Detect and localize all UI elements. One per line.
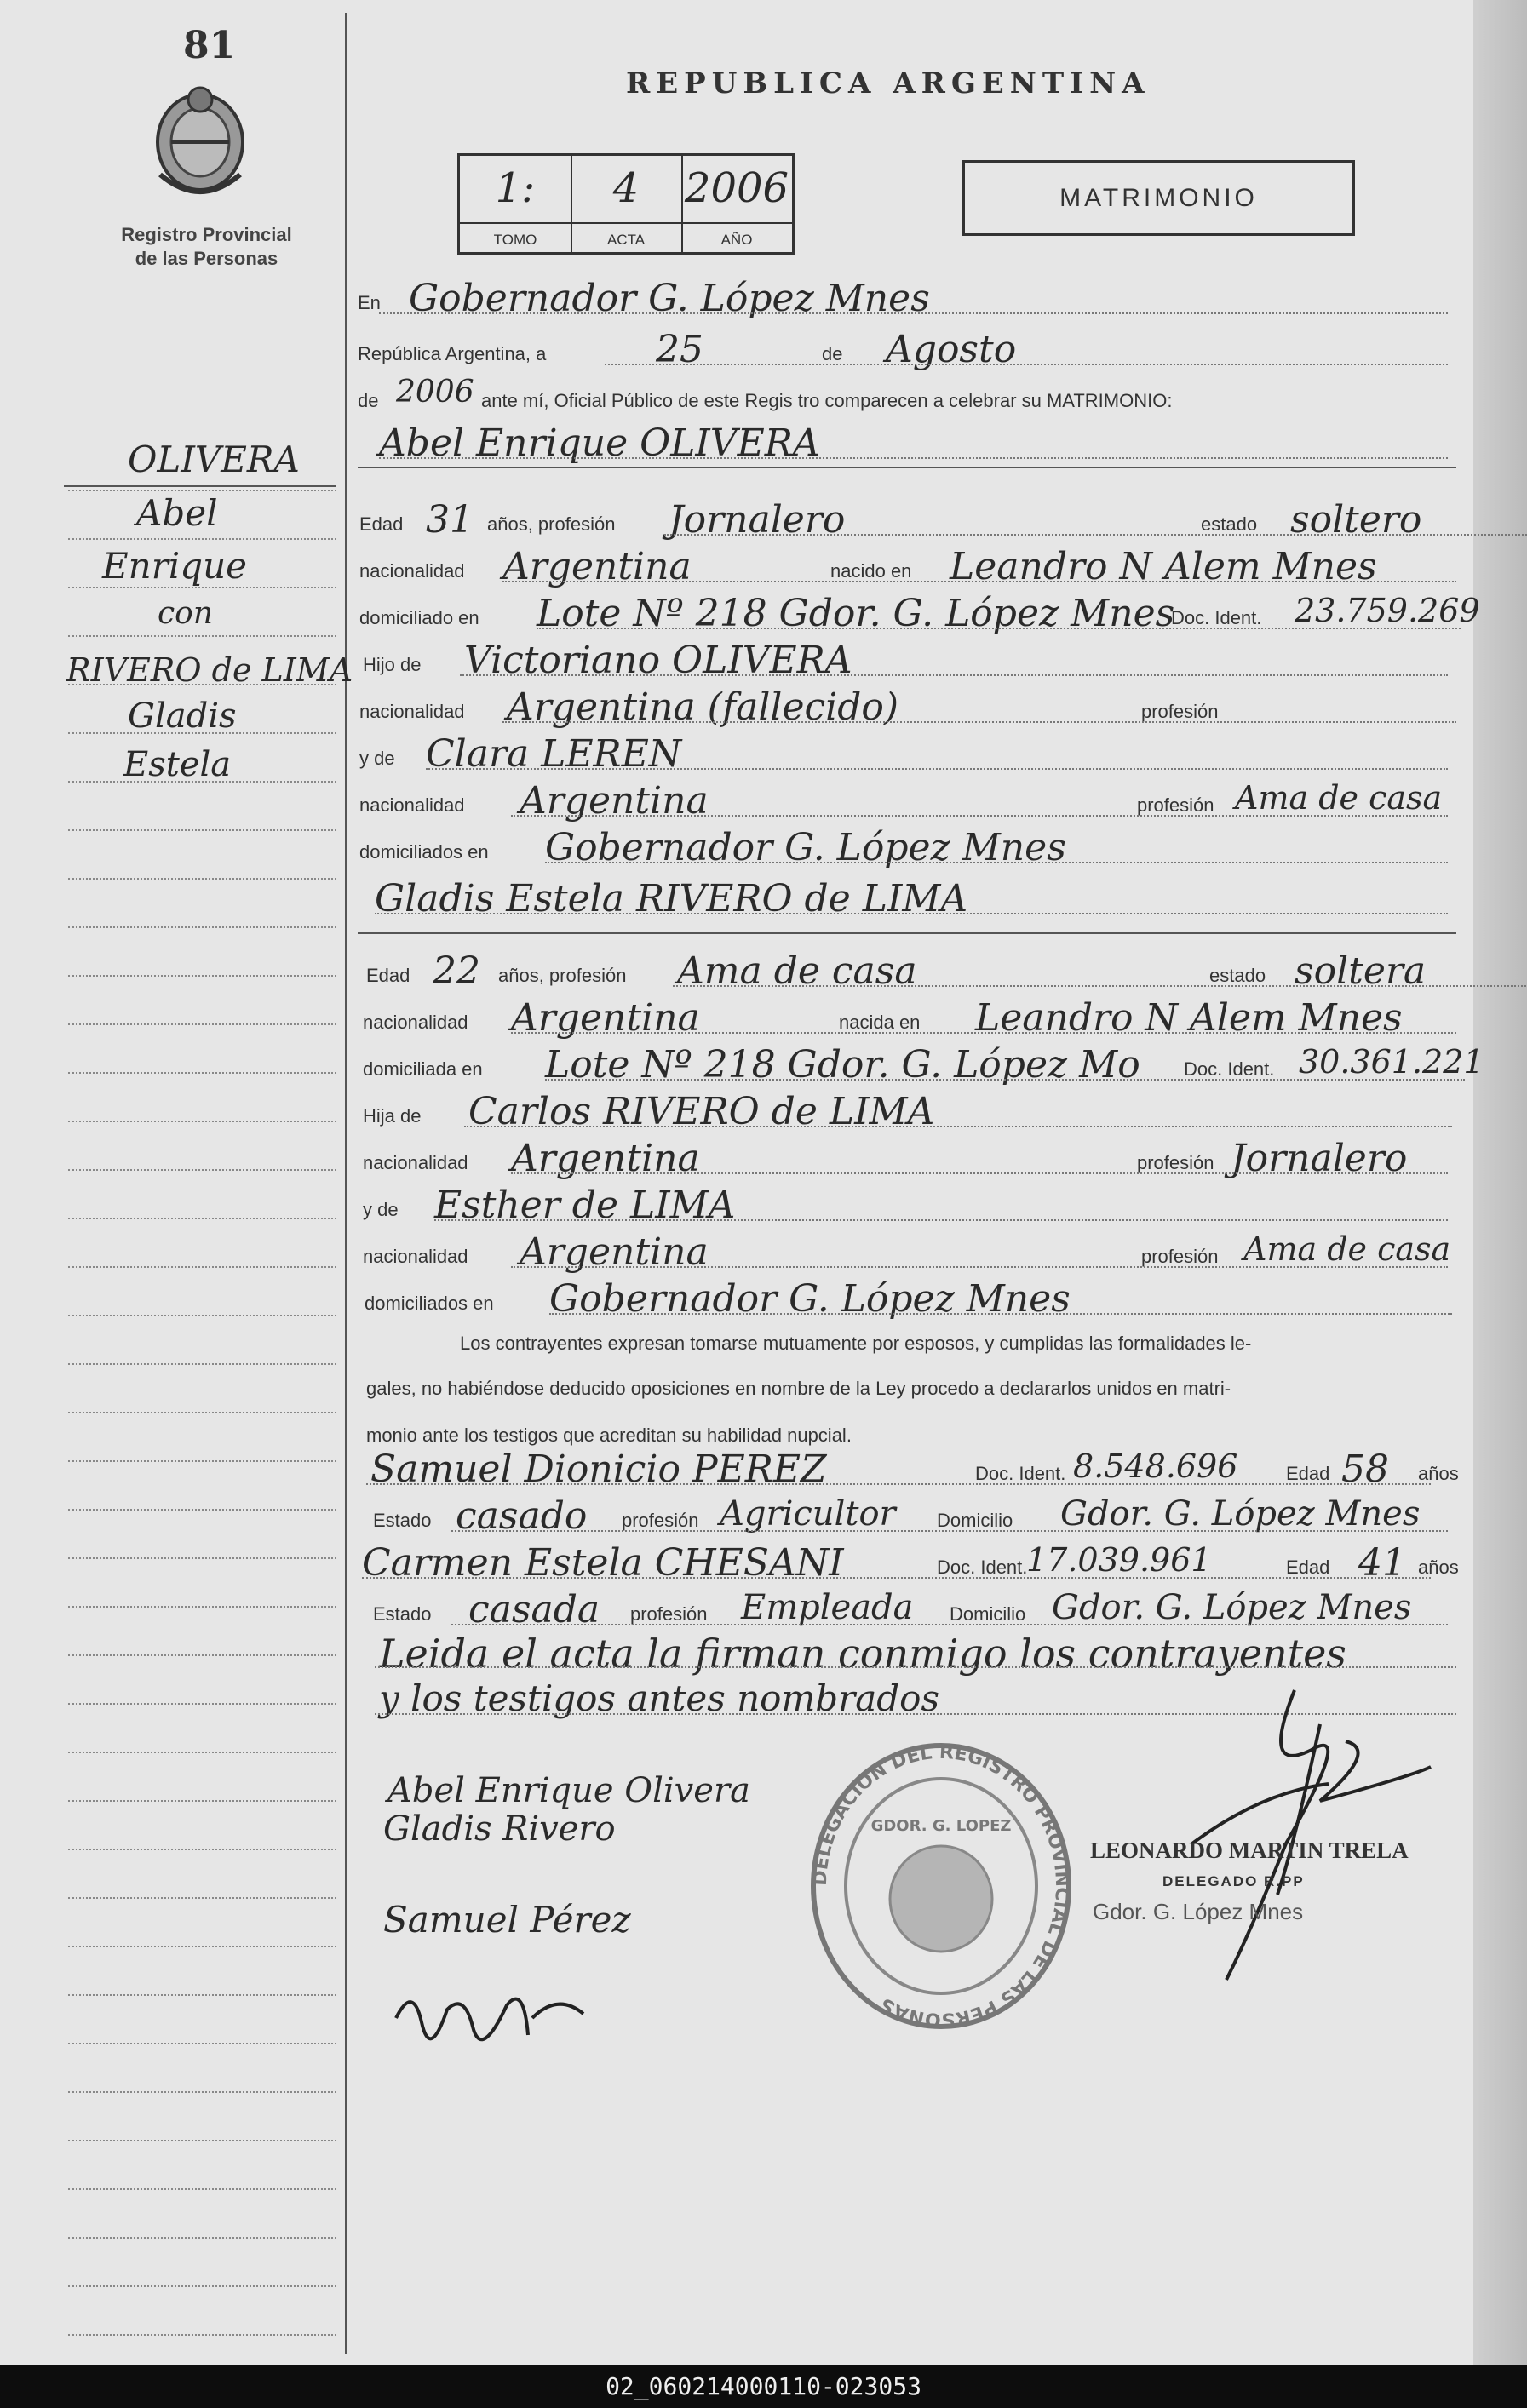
signature-witness-2 [387,1975,592,2044]
margin-rule [68,2140,336,2141]
witness-2-address: Gdor. G. López Mnes [1052,1588,1412,1627]
form-label: Edad [366,965,410,986]
form-label: Edad [1286,1557,1330,1578]
witness-1-profession: Agricultor [720,1494,896,1534]
country-title: REPUBLICA ARGENTINA [626,66,1151,100]
form-label: Hija de [363,1105,422,1127]
groom-parents-address: Gobernador G. López Mnes [545,826,1066,869]
form-label: nacionalidad [363,1246,468,1267]
closing-line-2: y los testigos antes nombrados [379,1677,939,1719]
groom-age: 31 [426,498,474,542]
fill-line [375,913,1448,914]
bride-mother-nationality: Argentina [520,1230,709,1274]
svg-text:DELEGACION DEL REGISTRO PROVIN: DELEGACION DEL REGISTRO PROVINCIAL DE LAS PERSONAS [809,1741,1073,2031]
signature-groom: Abel Enrique Olivera [387,1771,750,1810]
form-label: nacionalidad [359,701,465,722]
margin-rule [68,1363,336,1365]
place-value: Gobernador G. López Mnes [409,277,930,320]
margin-rule [68,2091,336,2093]
groom-mother-nationality: Argentina [520,779,709,823]
margin-rule [68,878,336,880]
groom-address: Lote Nº 218 Gdor. G. López Mnes [537,592,1175,635]
margin-rule [68,684,336,685]
form-label: y de [359,748,395,769]
form-label: profesión [630,1603,708,1625]
margin-rule [68,2334,336,2336]
bride-father: Carlos RIVERO de LIMA [468,1090,935,1133]
margin-rule [68,1557,336,1559]
witness-2-profession: Empleada [741,1588,914,1627]
official-place: Gdor. G. López Mnes [1093,1899,1304,1924]
margin-rule [68,1897,336,1899]
form-label: estado [1209,965,1266,986]
form-label: ante mí, Oficial Público de este Regis tro comparecen a celebrar su MATRIMONIO: [481,390,1173,411]
form-label: nacionalidad [359,560,465,582]
margin-con: con [158,596,214,631]
fill-line [511,815,1448,817]
official-signature [1158,1673,1439,1997]
bride-doc: 30.361.221 [1299,1043,1484,1081]
fill-line [545,1079,1465,1081]
margin-rule [68,2285,336,2287]
fill-line [464,1126,1452,1127]
margin-rule [68,1023,336,1025]
document-type-box: MATRIMONIO [962,160,1355,236]
witness-2-name: Carmen Estela CHESANI [362,1541,844,1585]
form-label: domiciliados en [365,1293,494,1314]
margin-rule [68,1218,336,1219]
paragraph-line-2: gales, no habiéndose deducido oposiciones en nombre de la Ley procedo a declararlos unidos en matri- [366,1378,1231,1399]
form-label: Estado [373,1510,432,1531]
margin-surname: OLIVERA [128,439,300,480]
bride-father-nationality: Argentina [511,1137,700,1180]
fill-line [426,768,1448,770]
form-label: nacido en [830,560,912,582]
fill-line [379,312,1448,314]
margin-rule [68,975,336,977]
groom-civil-status: soltero [1290,498,1422,542]
form-label: Doc. Ident. [937,1557,1028,1578]
margin-bride-name-2: Estela [123,745,232,784]
fill-line [451,1624,1448,1625]
form-label: República Argentina, a [358,343,547,364]
margin-name-2: Enrique [102,545,248,587]
margin-bride-name-1: Gladis [128,697,237,736]
bride-age: 22 [433,949,480,993]
form-label: años [1418,1463,1459,1484]
form-label: profesión [1137,794,1214,816]
fill-line [375,1666,1456,1668]
witness-2-doc: 17.039.961 [1026,1541,1212,1579]
form-label: años, profesión [487,513,616,535]
fill-line [379,457,1448,459]
margin-rule [68,1654,336,1656]
bride-father-profession: Jornalero [1231,1137,1408,1180]
fill-line [460,674,1448,676]
form-label: nacionalidad [359,794,465,816]
form-label: Edad [1286,1463,1330,1484]
witness-1-address: Gdor. G. López Mnes [1060,1494,1421,1534]
form-label: Edad [359,513,404,535]
margin-rule [68,490,336,491]
margin-rule [68,1460,336,1462]
witness-1-civil-status: casado [456,1494,588,1538]
closing-line-1: Leida el acta la firman conmigo los contrayentes [379,1631,1346,1677]
margin-rule [68,2043,336,2044]
form-label: domiciliada en [363,1058,483,1080]
fill-line [545,862,1448,863]
form-label: estado [1201,513,1258,535]
acta-cell: 4 ACTA [571,156,683,252]
fill-line [511,1032,1456,1034]
official-title: DELEGADO R.PP [1162,1873,1305,1889]
bride-parents-address: Gobernador G. López Mnes [549,1277,1071,1321]
margin-name-1: Abel [136,492,218,534]
month-value: Agosto [886,328,1017,371]
bride-nationality: Argentina [511,996,700,1040]
witness-1-age: 58 [1341,1448,1389,1491]
official-stamp-icon [805,1741,1077,2031]
form-label: profesión [622,1510,699,1531]
margin-rule [68,1703,336,1705]
fill-line [366,1483,1431,1485]
form-label: de [358,390,379,411]
paragraph-line-3: monio ante los testigos que acreditan su habilidad nupcial. [366,1425,852,1446]
fill-line [664,534,1527,536]
bride-mother: Esther de LIMA [434,1184,736,1227]
form-label: y de [363,1199,399,1220]
groom-birthplace: Leandro N Alem Mnes [950,545,1377,588]
margin-rule [68,1169,336,1171]
form-label: Domicilio [937,1510,1013,1531]
margin-rule [68,635,336,637]
fill-line [511,1172,1448,1174]
margin-rule [68,1800,336,1802]
margin-rule [68,781,336,783]
registry-name: Registro Provincial de las Personas [121,224,292,269]
year-value: 2006 [396,375,474,410]
form-label: años, profesión [498,965,627,986]
margin-rule [68,732,336,734]
margin-rule [68,1315,336,1316]
margin-rule [68,1752,336,1753]
form-label: domiciliados en [359,841,489,863]
groom-name: Abel Enrique OLIVERA [379,421,820,465]
section-rule [358,467,1456,468]
witness-1-doc: 8.548.696 [1073,1448,1238,1485]
paragraph-line-1: Los contrayentes expresan tomarse mutuamente por esposos, y cumplidas las formalidades le- [460,1333,1252,1354]
coat-of-arms-icon [143,81,258,204]
form-label: de [822,343,843,364]
margin-rule [68,1606,336,1608]
bride-name: Gladis Estela RIVERO de LIMA [375,877,968,920]
margin-rule [68,926,336,928]
margin-rule [68,1946,336,1947]
ano-cell: 2006 AÑO [684,164,789,248]
witness-2-age: 41 [1358,1541,1406,1585]
margin-rule [64,485,336,487]
svg-text:GDOR. G. LOPEZ: GDOR. G. LOPEZ [870,1817,1012,1835]
page-number: 81 [183,24,236,67]
form-label: años [1418,1557,1459,1578]
fill-line [673,985,1527,987]
margin-bride-surname: RIVERO de LIMA [66,651,353,689]
fill-line [511,1266,1448,1268]
fill-line [605,364,1448,365]
form-label: Estado [373,1603,432,1625]
image-id-footer: 02_060214000110-023053 [0,2365,1527,2408]
bride-civil-status: soltera [1295,949,1427,993]
signature-bride: Gladis Rivero [383,1809,616,1849]
form-label: profesión [1137,1152,1214,1173]
form-label: Domicilio [950,1603,1026,1625]
form-label: nacionalidad [363,1152,468,1173]
margin-rule [68,538,336,540]
form-label: Hijo de [363,654,422,675]
form-label: profesión [1141,1246,1219,1267]
fill-line [502,581,1456,582]
bride-birthplace: Leandro N Alem Mnes [975,996,1403,1040]
groom-mother: Clara LEREN [426,732,682,776]
groom-father-nationality: Argentina (fallecido) [507,685,899,729]
form-label: nacionalidad [363,1012,468,1033]
fill-line [549,1313,1452,1315]
margin-rule [68,1849,336,1850]
witness-1-name: Samuel Dionicio PEREZ [370,1448,827,1491]
bride-address: Lote Nº 218 Gdor. G. López Mo [545,1043,1140,1086]
section-rule [358,932,1456,934]
margin-rule [68,1266,336,1268]
fill-line [502,721,1456,723]
bride-profession: Ama de casa [677,949,917,993]
margin-rule [68,1994,336,1996]
groom-nationality: Argentina [502,545,692,588]
margin-rule [68,1072,336,1074]
fill-line [451,1530,1448,1532]
margin-rule [68,2237,336,2239]
form-label: domiciliado en [359,607,479,628]
witness-2-civil-status: casada [468,1588,600,1631]
groom-profession: Jornalero [669,498,846,542]
margin-rule [68,1509,336,1511]
form-label: profesión [1141,701,1219,722]
margin-rule [68,2188,336,2190]
bride-mother-profession: Ama de casa [1243,1230,1451,1268]
margin-rule [68,587,336,588]
day-value: 25 [656,328,703,371]
margin-divider [345,13,347,2354]
groom-doc: 23.759.269 [1295,592,1480,629]
form-label: Doc. Ident. [1184,1058,1275,1080]
official-name: LEONARDO MARTIN TRELA [1090,1838,1409,1863]
page-edge [1473,0,1527,2365]
groom-father: Victoriano OLIVERA [464,639,852,682]
form-label: Doc. Ident. [975,1463,1066,1484]
groom-mother-profession: Ama de casa [1235,779,1443,817]
form-label: En [358,292,381,313]
fill-line [362,1577,1431,1579]
margin-rule [68,1412,336,1413]
reference-box [457,153,795,255]
form-label: nacida en [839,1012,921,1033]
tomo-cell: 1: TOMO [460,156,572,252]
margin-rule [68,829,336,831]
fill-line [537,628,1461,629]
fill-line [434,1219,1448,1221]
form-label: Doc. Ident. [1171,607,1262,628]
signature-witness-1: Samuel Pérez [383,1899,631,1941]
margin-rule [68,1121,336,1122]
